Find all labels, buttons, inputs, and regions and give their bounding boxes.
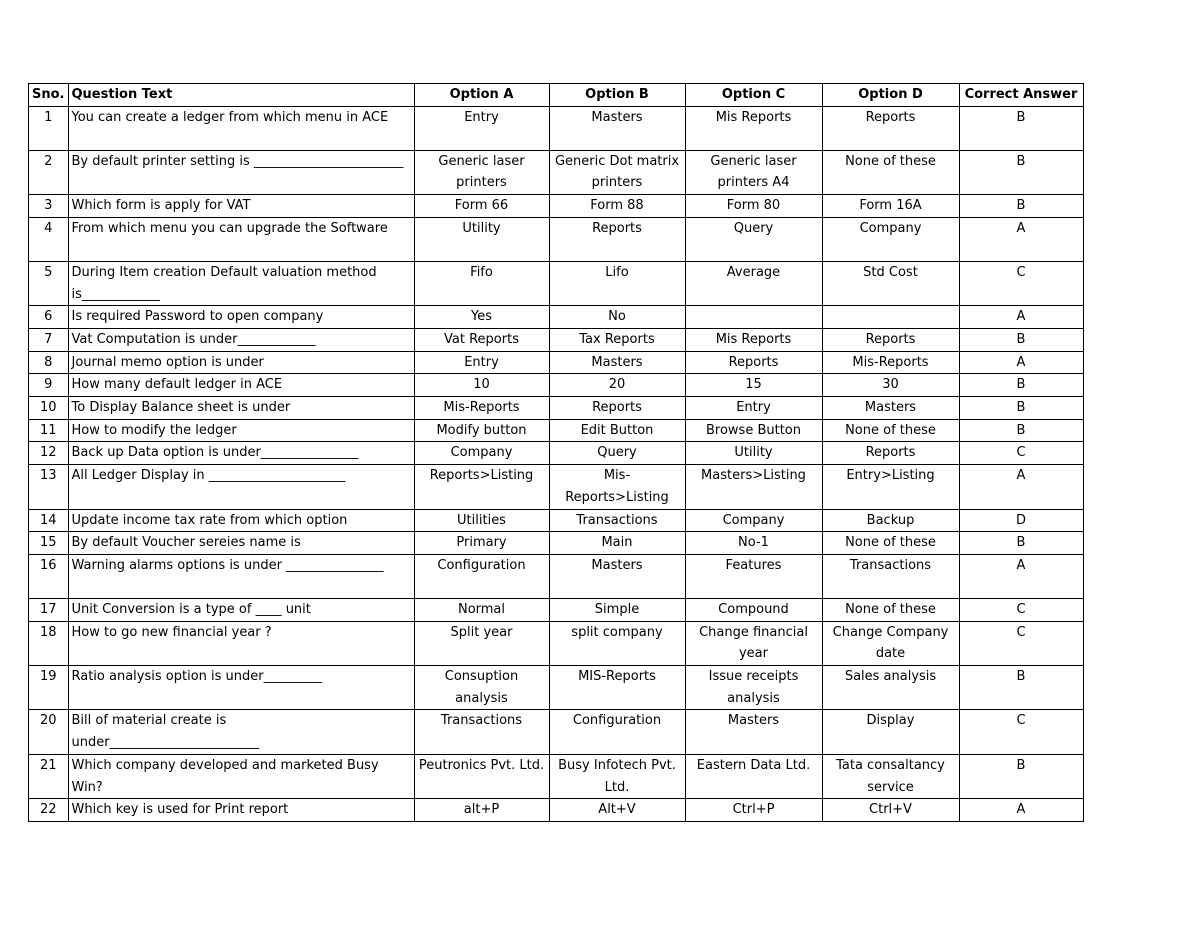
table-row (29, 465, 1084, 509)
question-rows (29, 106, 1084, 821)
row-option-d: Ctrl+V (822, 799, 959, 822)
row-option-b: Query (549, 442, 685, 465)
row-correct-answer: B (959, 150, 1083, 194)
header-question-text: Question Text (68, 84, 414, 107)
row-option-b: Alt+V (549, 799, 685, 822)
table-row (29, 106, 1084, 150)
row-option-c: Change financial year (685, 621, 822, 665)
row-option-b: Form 88 (549, 195, 685, 218)
row-question-text: Bill of material create is under_______________________ (68, 710, 414, 754)
row-option-d: Company (822, 217, 959, 261)
row-sno: 7 (29, 328, 69, 351)
row-option-d: Sales analysis (822, 666, 959, 710)
table-row (29, 621, 1084, 665)
row-option-c (685, 306, 822, 329)
row-option-d: 30 (822, 374, 959, 397)
row-option-d: Entry>Listing (822, 465, 959, 509)
row-option-b: split company (549, 621, 685, 665)
row-correct-answer: B (959, 195, 1083, 218)
row-option-a: Vat Reports (414, 328, 549, 351)
table-row (29, 710, 1084, 754)
table-row (29, 442, 1084, 465)
row-option-b: Busy Infotech Pvt. Ltd. (549, 754, 685, 798)
header-sno: Sno. (29, 84, 69, 107)
row-option-c: Features (685, 554, 822, 598)
row-option-d: None of these (822, 150, 959, 194)
row-sno: 22 (29, 799, 69, 822)
row-sno: 9 (29, 374, 69, 397)
row-option-a: Entry (414, 106, 549, 150)
row-question-text: Which form is apply for VAT (68, 195, 414, 218)
table-row (29, 150, 1084, 194)
row-correct-answer: A (959, 306, 1083, 329)
row-question-text: Update income tax rate from which option (68, 509, 414, 532)
row-correct-answer: A (959, 465, 1083, 509)
table-row (29, 532, 1084, 555)
row-correct-answer: B (959, 666, 1083, 710)
row-question-text: To Display Balance sheet is under (68, 397, 414, 420)
row-correct-answer: A (959, 217, 1083, 261)
row-question-text: How many default ledger in ACE (68, 374, 414, 397)
row-option-a: Transactions (414, 710, 549, 754)
row-sno: 12 (29, 442, 69, 465)
row-option-a: Reports>Listing (414, 465, 549, 509)
row-option-b: Generic Dot matrix printers (549, 150, 685, 194)
row-sno: 1 (29, 106, 69, 150)
row-question-text: All Ledger Display in _____________________ (68, 465, 414, 509)
table-row (29, 306, 1084, 329)
table-row (29, 754, 1084, 798)
row-option-c: Masters (685, 710, 822, 754)
row-option-c: Generic laser printers A4 (685, 150, 822, 194)
table-row (29, 598, 1084, 621)
row-sno: 17 (29, 598, 69, 621)
row-option-c: Masters>Listing (685, 465, 822, 509)
row-option-d: Reports (822, 442, 959, 465)
row-option-b: Reports (549, 397, 685, 420)
row-option-c: Eastern Data Ltd. (685, 754, 822, 798)
row-question-text: Vat Computation is under____________ (68, 328, 414, 351)
table-row (29, 261, 1084, 305)
question-table (28, 83, 1084, 822)
row-question-text: Which key is used for Print report (68, 799, 414, 822)
row-sno: 20 (29, 710, 69, 754)
row-question-text: Is required Password to open company (68, 306, 414, 329)
row-option-b: Main (549, 532, 685, 555)
row-option-d: None of these (822, 419, 959, 442)
row-question-text: Ratio analysis option is under_________ (68, 666, 414, 710)
row-option-a: Modify button (414, 419, 549, 442)
row-correct-answer: C (959, 261, 1083, 305)
row-correct-answer: A (959, 351, 1083, 374)
row-correct-answer: D (959, 509, 1083, 532)
row-option-d: Backup (822, 509, 959, 532)
row-option-a: Fifo (414, 261, 549, 305)
table-row (29, 554, 1084, 598)
row-question-text: Journal memo option is under (68, 351, 414, 374)
table-row (29, 217, 1084, 261)
table-row (29, 666, 1084, 710)
row-option-b: 20 (549, 374, 685, 397)
row-option-a: alt+P (414, 799, 549, 822)
header-option-a: Option A (414, 84, 549, 107)
row-sno: 14 (29, 509, 69, 532)
row-option-c: Entry (685, 397, 822, 420)
row-question-text: How to modify the ledger (68, 419, 414, 442)
row-correct-answer: C (959, 621, 1083, 665)
row-option-c: Company (685, 509, 822, 532)
row-sno: 3 (29, 195, 69, 218)
row-sno: 11 (29, 419, 69, 442)
row-option-d: None of these (822, 598, 959, 621)
row-option-c: Reports (685, 351, 822, 374)
row-option-a: Company (414, 442, 549, 465)
row-sno: 21 (29, 754, 69, 798)
row-option-b: Masters (549, 351, 685, 374)
row-sno: 19 (29, 666, 69, 710)
row-question-text: From which menu you can upgrade the Software (68, 217, 414, 261)
row-option-d: Change Company date (822, 621, 959, 665)
table-row (29, 374, 1084, 397)
row-sno: 10 (29, 397, 69, 420)
row-option-a: Primary (414, 532, 549, 555)
row-correct-answer: B (959, 532, 1083, 555)
row-option-a: Peutronics Pvt. Ltd. (414, 754, 549, 798)
row-question-text: Back up Data option is under_______________ (68, 442, 414, 465)
row-option-b: Mis-Reports>Listing (549, 465, 685, 509)
row-option-c: Query (685, 217, 822, 261)
row-option-c: Utility (685, 442, 822, 465)
header-option-d: Option D (822, 84, 959, 107)
row-correct-answer: C (959, 710, 1083, 754)
row-option-d: None of these (822, 532, 959, 555)
row-question-text: Unit Conversion is a type of ____ unit (68, 598, 414, 621)
row-option-b: Tax Reports (549, 328, 685, 351)
row-option-d: Form 16A (822, 195, 959, 218)
row-option-b: Configuration (549, 710, 685, 754)
row-option-a: Split year (414, 621, 549, 665)
row-option-d: Reports (822, 106, 959, 150)
row-question-text: You can create a ledger from which menu in ACE (68, 106, 414, 150)
row-correct-answer: C (959, 442, 1083, 465)
row-correct-answer: B (959, 374, 1083, 397)
row-option-d: Display (822, 710, 959, 754)
row-question-text: During Item creation Default valuation method is____________ (68, 261, 414, 305)
row-question-text: By default Voucher sereies name is (68, 532, 414, 555)
row-correct-answer: B (959, 419, 1083, 442)
row-sno: 13 (29, 465, 69, 509)
table-row (29, 419, 1084, 442)
row-question-text: By default printer setting is _______________________ (68, 150, 414, 194)
row-option-a: Utility (414, 217, 549, 261)
row-option-b: Edit Button (549, 419, 685, 442)
row-correct-answer: B (959, 328, 1083, 351)
row-option-c: Mis Reports (685, 328, 822, 351)
row-sno: 2 (29, 150, 69, 194)
row-option-a: Mis-Reports (414, 397, 549, 420)
row-option-c: Browse Button (685, 419, 822, 442)
row-option-a: Yes (414, 306, 549, 329)
row-option-a: Normal (414, 598, 549, 621)
table-row (29, 351, 1084, 374)
row-option-b: Reports (549, 217, 685, 261)
row-sno: 16 (29, 554, 69, 598)
row-option-c: Average (685, 261, 822, 305)
row-sno: 18 (29, 621, 69, 665)
row-option-c: Issue receipts analysis (685, 666, 822, 710)
header-option-c: Option C (685, 84, 822, 107)
row-option-b: Simple (549, 598, 685, 621)
row-option-d: Masters (822, 397, 959, 420)
row-option-b: Transactions (549, 509, 685, 532)
table-row (29, 328, 1084, 351)
row-option-d: Tata consaltancy service (822, 754, 959, 798)
row-correct-answer: C (959, 598, 1083, 621)
row-sno: 15 (29, 532, 69, 555)
row-question-text: Which company developed and marketed Busy Win? (68, 754, 414, 798)
row-option-b: Masters (549, 106, 685, 150)
row-option-b: Masters (549, 554, 685, 598)
row-option-a: 10 (414, 374, 549, 397)
row-option-a: Entry (414, 351, 549, 374)
table-row (29, 799, 1084, 822)
row-option-c: 15 (685, 374, 822, 397)
row-option-d: Std Cost (822, 261, 959, 305)
row-option-d: Mis-Reports (822, 351, 959, 374)
row-correct-answer: A (959, 554, 1083, 598)
row-option-c: Ctrl+P (685, 799, 822, 822)
row-option-a: Utilities (414, 509, 549, 532)
row-question-text: Warning alarms options is under _______________ (68, 554, 414, 598)
row-question-text: How to go new financial year ? (68, 621, 414, 665)
row-option-d: Transactions (822, 554, 959, 598)
row-correct-answer: B (959, 754, 1083, 798)
row-option-c: Mis Reports (685, 106, 822, 150)
header-correct-answer: Correct Answer (959, 84, 1083, 107)
row-option-b: MIS-Reports (549, 666, 685, 710)
row-option-a: Configuration (414, 554, 549, 598)
row-option-c: Form 80 (685, 195, 822, 218)
row-sno: 5 (29, 261, 69, 305)
row-sno: 8 (29, 351, 69, 374)
row-correct-answer: B (959, 106, 1083, 150)
row-option-a: Generic laser printers (414, 150, 549, 194)
header-row (29, 84, 1084, 107)
table-row (29, 195, 1084, 218)
row-option-a: Consuption analysis (414, 666, 549, 710)
row-sno: 4 (29, 217, 69, 261)
row-option-b: No (549, 306, 685, 329)
table-row (29, 397, 1084, 420)
row-option-d: Reports (822, 328, 959, 351)
table-row (29, 509, 1084, 532)
row-correct-answer: B (959, 397, 1083, 420)
row-option-b: Lifo (549, 261, 685, 305)
header-option-b: Option B (549, 84, 685, 107)
row-option-c: Compound (685, 598, 822, 621)
row-correct-answer: A (959, 799, 1083, 822)
row-option-c: No-1 (685, 532, 822, 555)
row-sno: 6 (29, 306, 69, 329)
row-option-a: Form 66 (414, 195, 549, 218)
row-option-d (822, 306, 959, 329)
